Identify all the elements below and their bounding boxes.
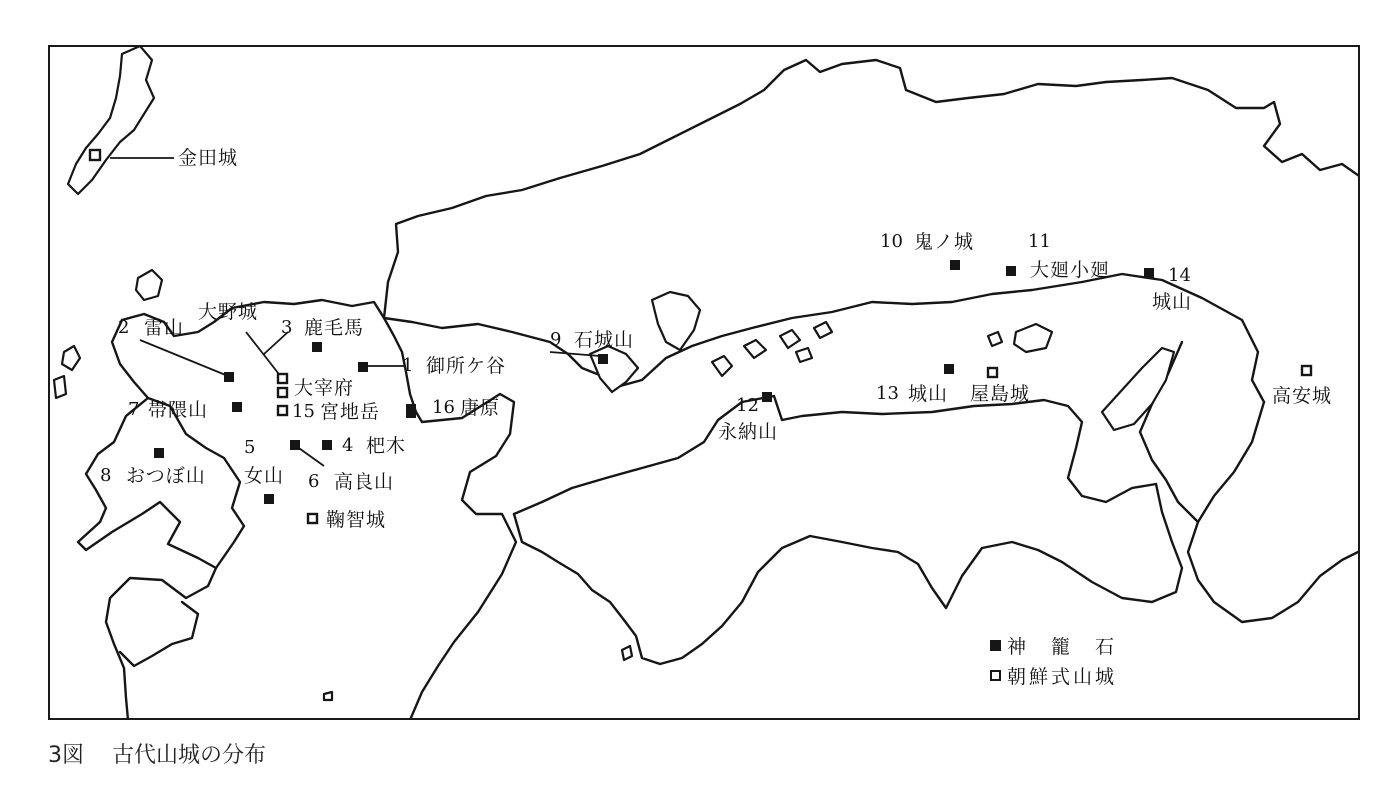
site-marker-s6 xyxy=(290,440,300,450)
number-s12: 12 xyxy=(736,395,759,416)
site-marker-takayasu xyxy=(1302,366,1311,375)
inland-isle-2 xyxy=(712,356,732,376)
suo-oshima xyxy=(590,346,638,392)
legend-label-chosen: 朝鮮式山城 xyxy=(1007,665,1118,688)
site-marker-s16 xyxy=(406,404,416,418)
inland-isle-7 xyxy=(988,332,1002,346)
site-marker-kaneda xyxy=(90,150,100,160)
island-iki xyxy=(136,270,162,300)
label-kaneda: 金田城 xyxy=(178,147,239,169)
leader-onojo xyxy=(246,332,282,378)
island-goto-a xyxy=(62,346,80,370)
kii-peninsula xyxy=(1188,402,1360,622)
number-s2: 2 xyxy=(118,317,130,338)
figure-caption xyxy=(48,738,266,769)
site-marker-s5 xyxy=(264,494,274,504)
label-s7: 帯隈山 xyxy=(148,399,209,421)
site-marker-kikuchi xyxy=(308,514,317,523)
honshu-coast xyxy=(384,60,1360,318)
island-goto-b xyxy=(54,376,66,398)
caption-number: 3図 xyxy=(48,743,84,768)
number-s6: 6 xyxy=(308,471,320,492)
label-s3: 鹿毛馬 xyxy=(304,317,365,339)
number-s13: 13 xyxy=(876,383,899,404)
inland-isle-4 xyxy=(780,330,800,348)
label-kikuchi: 鞠智城 xyxy=(326,509,387,531)
inland-isle-6 xyxy=(814,322,832,338)
awaji-island xyxy=(1102,348,1174,430)
label-s5: 女山 xyxy=(244,465,285,487)
site-marker-s4 xyxy=(322,440,332,450)
site-marker-onojo xyxy=(278,374,287,383)
shodoshima xyxy=(1014,324,1052,352)
number-s11: 11 xyxy=(1028,231,1051,252)
label-s12: 永納山 xyxy=(718,421,779,443)
label-s15: 宮地岳 xyxy=(320,401,381,423)
site-marker-s2 xyxy=(224,372,234,382)
label-yashima: 屋島城 xyxy=(970,383,1031,405)
number-s1: 1 xyxy=(402,355,414,376)
label-s9: 石城山 xyxy=(574,329,635,351)
coastline-map xyxy=(50,47,1360,720)
site-marker-s14 xyxy=(1144,268,1154,278)
shikoku-north-coast xyxy=(514,396,1156,514)
label-s14: 城山 xyxy=(1152,291,1193,313)
site-marker-s11 xyxy=(1006,266,1016,276)
number-s15: 15 xyxy=(292,401,315,422)
number-s4: 4 xyxy=(342,435,354,456)
leader-6 xyxy=(296,446,324,466)
label-s16: 唐原 xyxy=(460,397,501,419)
leader-2 xyxy=(140,340,228,376)
label-s8: おつぼ山 xyxy=(126,465,206,487)
site-marker-s13 xyxy=(944,364,954,374)
inland-isle-1 xyxy=(652,292,700,350)
map-legend xyxy=(990,630,1117,690)
site-marker-s1 xyxy=(358,362,368,372)
site-marker-dazaifu xyxy=(278,388,287,397)
inland-isle-9 xyxy=(324,692,332,700)
label-s2: 雷山 xyxy=(144,317,185,339)
legend-label-kogoishi: 神 籠 石 xyxy=(1007,635,1118,658)
site-marker-s3 xyxy=(312,342,322,352)
label-s10: 鬼ノ城 xyxy=(914,231,975,253)
legend-row-kogoishi xyxy=(990,630,1117,660)
label-s1: 御所ケ谷 xyxy=(426,355,507,377)
label-s6: 高良山 xyxy=(334,471,395,493)
label-s4: 杷木 xyxy=(366,435,407,457)
legend-hollow-square-icon xyxy=(990,670,1001,681)
number-s7: 7 xyxy=(128,399,140,420)
inland-isle-3 xyxy=(744,340,766,358)
tsushima-island xyxy=(68,47,154,194)
site-marker-s7 xyxy=(232,402,242,412)
map-frame xyxy=(48,45,1360,720)
number-s10: 10 xyxy=(880,231,903,252)
number-s9: 9 xyxy=(550,329,562,350)
label-dazaifu: 大宰府 xyxy=(294,377,355,399)
inland-isle-5 xyxy=(796,348,812,362)
label-onojo: 大野城 xyxy=(198,301,259,323)
label-s13: 城山 xyxy=(908,383,949,405)
inland-isle-8 xyxy=(622,646,632,660)
legend-row-chosen xyxy=(990,660,1117,690)
kyushu-south-bay xyxy=(120,602,198,666)
site-marker-s12 xyxy=(762,392,772,402)
site-marker-s9 xyxy=(598,354,608,364)
number-s3: 3 xyxy=(281,317,293,338)
number-s8: 8 xyxy=(100,465,112,486)
number-s16: 16 xyxy=(432,397,455,418)
number-s14: 14 xyxy=(1168,265,1191,286)
site-marker-s8 xyxy=(154,448,164,458)
label-takayasu: 高安城 xyxy=(1272,385,1333,407)
site-marker-yashima xyxy=(988,368,997,377)
legend-solid-square-icon xyxy=(990,640,1001,651)
label-s11: 大廻小廻 xyxy=(1030,259,1111,281)
number-s5: 5 xyxy=(244,437,256,458)
caption-title: 古代山城の分布 xyxy=(112,743,267,768)
site-marker-s15 xyxy=(278,406,287,415)
site-marker-s10 xyxy=(950,260,960,270)
shikoku-west-coast xyxy=(514,514,624,620)
